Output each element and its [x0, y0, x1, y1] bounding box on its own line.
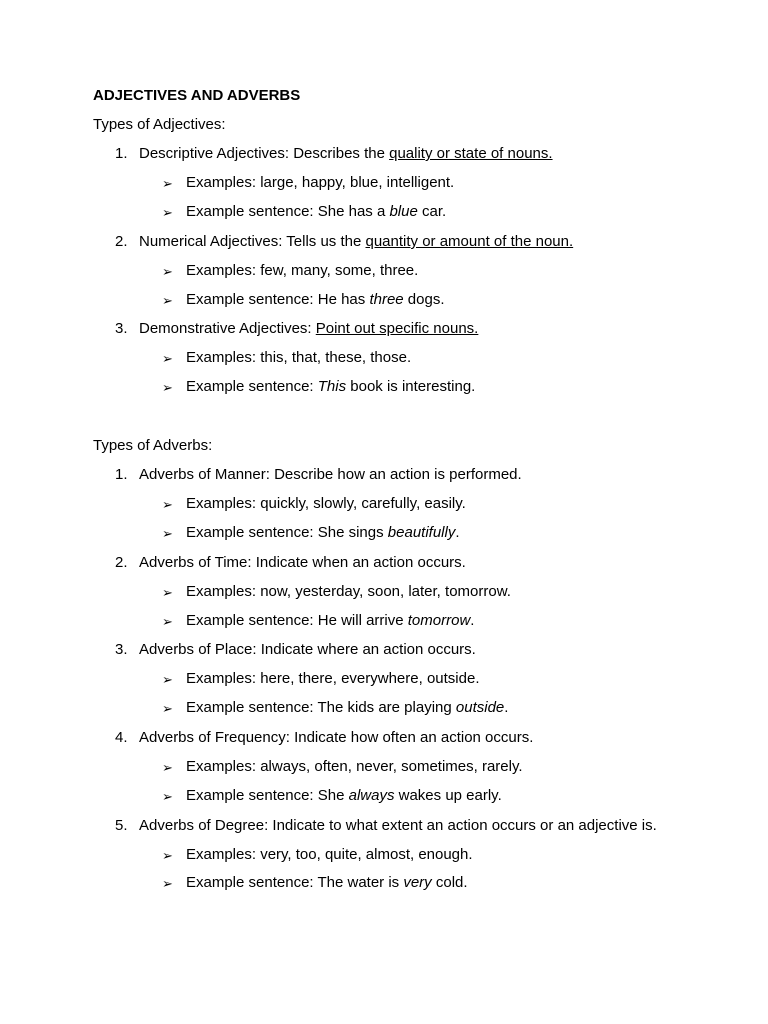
- arrowhead-bullet-icon: ➢: [162, 380, 173, 395]
- examples-text: Examples: quickly, slowly, carefully, easily.: [186, 495, 466, 512]
- sentence-text: cold.: [431, 874, 468, 891]
- sentence-text: Example sentence: The kids are playing: [186, 699, 456, 716]
- sentence-text: wakes up early.: [394, 787, 502, 804]
- list-number: 5.: [115, 817, 128, 834]
- example-sentence: [186, 787, 502, 805]
- example-sentence: [186, 699, 508, 717]
- sentence-text: Example sentence:: [186, 378, 318, 395]
- arrowhead-bullet-icon: ➢: [162, 876, 173, 891]
- sentence-text: Example sentence: The water is: [186, 874, 404, 891]
- list-number: 2.: [115, 554, 128, 571]
- list-number: 2.: [115, 233, 128, 250]
- sentence-text: .: [470, 612, 475, 629]
- sentence-emphasis: blue: [389, 203, 418, 220]
- sentence-emphasis: outside: [455, 699, 505, 716]
- example-sentence: [186, 524, 460, 542]
- arrowhead-bullet-icon: ➢: [162, 351, 173, 366]
- arrowhead-bullet-icon: ➢: [162, 264, 173, 279]
- adverb-type: Adverbs of Place: Indicate where an action occurs.: [139, 641, 476, 658]
- adverb-type: Adverbs of Time: Indicate when an action occurs.: [139, 554, 466, 571]
- examples-text: Examples: few, many, some, three.: [186, 262, 419, 279]
- examples-text: Examples: now, yesterday, soon, later, tomorrow.: [186, 583, 511, 600]
- sentence-text: .: [504, 699, 509, 716]
- list-number: 3.: [115, 320, 128, 337]
- sentence-emphasis: This: [317, 378, 347, 395]
- adverb-type: Adverbs of Degree: Indicate to what extent an action occurs or an adjective is.: [139, 817, 657, 834]
- adjective-type: [139, 320, 478, 338]
- examples-text: Examples: always, often, never, sometimes, rarely.: [186, 758, 523, 775]
- document-title: ADJECTIVES AND ADVERBS: [93, 87, 301, 104]
- arrowhead-bullet-icon: ➢: [162, 497, 173, 512]
- example-sentence: [186, 874, 468, 892]
- sentence-text: Example sentence: He will arrive: [186, 612, 408, 629]
- arrowhead-bullet-icon: ➢: [162, 293, 173, 308]
- adverbs-heading: Types of Adverbs:: [93, 437, 213, 454]
- arrowhead-bullet-icon: ➢: [162, 789, 173, 804]
- arrowhead-bullet-icon: ➢: [162, 848, 173, 863]
- adjective-type: [139, 233, 573, 251]
- sentence-text: Example sentence: She: [186, 787, 349, 804]
- adjective-definition: Point out specific nouns.: [315, 320, 479, 337]
- list-number: 1.: [115, 466, 128, 483]
- example-sentence: [186, 203, 446, 221]
- arrowhead-bullet-icon: ➢: [162, 585, 173, 600]
- adverb-type: Adverbs of Frequency: Indicate how often an action occurs.: [139, 729, 534, 746]
- example-sentence: [186, 291, 445, 309]
- adjective-type: [139, 145, 553, 163]
- adjective-name: Demonstrative Adjectives:: [139, 320, 316, 337]
- list-number: 4.: [115, 729, 128, 746]
- example-sentence: [186, 612, 474, 630]
- arrowhead-bullet-icon: ➢: [162, 701, 173, 716]
- adjective-name: Descriptive Adjectives: Describes the: [139, 145, 390, 162]
- examples-text: Examples: here, there, everywhere, outside.: [186, 670, 480, 687]
- adjective-definition: quality or state of nouns.: [389, 145, 553, 162]
- sentence-text: book is interesting.: [346, 378, 476, 395]
- sentence-emphasis: always: [348, 787, 395, 804]
- sentence-emphasis: very: [403, 874, 432, 891]
- arrowhead-bullet-icon: ➢: [162, 672, 173, 687]
- example-sentence: [186, 378, 475, 396]
- arrowhead-bullet-icon: ➢: [162, 526, 173, 541]
- arrowhead-bullet-icon: ➢: [162, 614, 173, 629]
- sentence-text: Example sentence: He has: [186, 291, 370, 308]
- sentence-emphasis: beautifully: [387, 524, 456, 541]
- examples-text: Examples: large, happy, blue, intelligent.: [186, 174, 455, 191]
- sentence-emphasis: three: [369, 291, 404, 308]
- sentence-text: car.: [417, 203, 447, 220]
- examples-text: Examples: very, too, quite, almost, enough.: [186, 846, 473, 863]
- list-number: 3.: [115, 641, 128, 658]
- sentence-text: Example sentence: She has a: [186, 203, 390, 220]
- adverb-type: Adverbs of Manner: Describe how an action is performed.: [139, 466, 522, 483]
- arrowhead-bullet-icon: ➢: [162, 760, 173, 775]
- sentence-text: dogs.: [403, 291, 445, 308]
- arrowhead-bullet-icon: ➢: [162, 176, 173, 191]
- adjective-definition: quantity or amount of the noun.: [365, 233, 574, 250]
- examples-text: Examples: this, that, these, those.: [186, 349, 412, 366]
- adjectives-heading: Types of Adjectives:: [93, 116, 226, 133]
- sentence-text: .: [455, 524, 460, 541]
- adjective-name: Numerical Adjectives: Tells us the: [139, 233, 366, 250]
- arrowhead-bullet-icon: ➢: [162, 205, 173, 220]
- list-number: 1.: [115, 145, 128, 162]
- sentence-emphasis: tomorrow: [407, 612, 471, 629]
- sentence-text: Example sentence: She sings: [186, 524, 388, 541]
